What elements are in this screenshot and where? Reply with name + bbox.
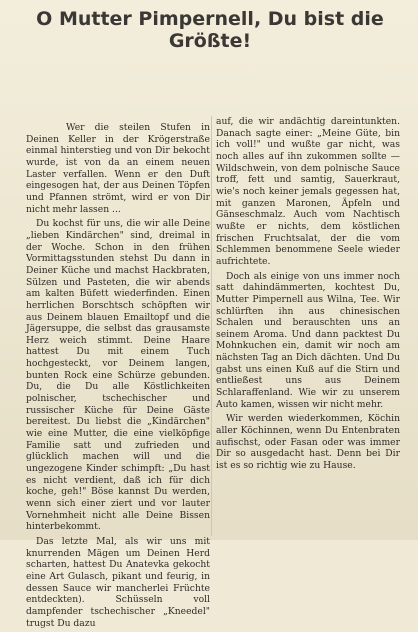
paragraph: auf, die wir andächtig dareintunkten. Danach sagte einer: „Meine Güte, bin ich voll!" und wußte gar nicht, was noch alles auf ihn zukommen sollte — Wildschwein, von dem polnische Sauce troff, fett und samtig, Sauerkraut, wie's noch keiner jemals gegessen hat, mit ganzen Maronen, Äpfeln und Gänseschmalz. Auch vom Nachtisch wußte er nichts, dem köstlichen frischen Fruchtsalat, der die vom Schlemmen benommene Seele wieder aufrichtete. — [216, 116, 400, 267]
paragraph: Du kochst für uns, die wir alle Deine „lieben Kindärchen" sind, dreimal in der Woche. Schon in den frühen Vormittagsstunden stehst Du dann in Deiner Küche und machst Hackbraten, Sülzen und Pasteten, die wir abends am kalten Büfett wiederfinden. Einen herrlichen Borschtsch schöpften wir aus Deinem blauen Emailtopf und die Jägersuppe, die selbst das grausamste Herz weich stimmt. Deine Haare hattest Du mit einem Tuch hochgesteckt, vor Deinem langen, bunten Rock eine Schürze gebunden. Du, die Du alle Köstlichkeiten polnischer, tschechischer und russischer Küche für Deine Gäste bereitest. Du liebst die „Kindärchen" wie eine Mutter, die eine vielköpfige Familie satt und zufrieden und glücklich machen will und die ungezogene Kinder schimpft: „Du hast es nicht verdient, daß ich für dich koche, geh!" Böse kannst Du werden, wenn sich einer ziert und vor lauter Vornehmheit nicht alle Deine Bissen hinterbekommt. — [26, 218, 210, 533]
paragraph: Wer die steilen Stufen in Deinen Keller in der Krögerstraße einmal hinterstieg und von Dir bekocht wurde, ist von da an einem neuen Laster verfallen. Wenn er den Duft eingesogen hat, der aus Deinen Töpfen und Pfannen strömt, wird er von Dir nicht mehr lassen ... — [26, 122, 210, 215]
paragraph: Wir werden wiederkommen, Köchin aller Köchinnen, wenn Du Entenbraten aufischst, oder Fasan oder was immer Dir so ausgedacht hast. Denn bei Dir ist es so richtig wie zu Hause. — [216, 413, 400, 472]
left-column — [26, 122, 210, 632]
paragraph: Das letzte Mal, als wir uns mit knurrenden Mägen um Deinen Herd scharten, hattest Du Anatevka gekocht eine Art Gulasch, pikant und feurig, in dessen Sauce wir mancherlei Früchte entdeckten). Schüsseln voll dampfender tschechischer „Kneedel" trugst Du dazu — [26, 535, 210, 629]
column-divider — [211, 116, 212, 536]
headline-line-2: Größte! — [168, 30, 252, 52]
headline — [20, 8, 400, 52]
paragraph: Doch als einige von uns immer noch satt dahindämmerten, kochtest Du, Mutter Pimpernell aus Wilna, Tee. Wir schlürften ihn aus chinesischen Schalen und berauschten uns an seinem Aroma. Und dann packtest Du Mohnkuchen ein, damit wir noch am nächsten Tag an Dich dächten. Und Du gabst uns einen Kuß auf die Stirn und entließest uns aus Deinem Schlaraffenland. Wie wir zu unserem Auto kamen, wissen wir nicht mehr. — [216, 270, 400, 410]
right-column — [216, 116, 400, 475]
headline-line-1: O Mutter Pimpernell, Du bist die — [36, 8, 384, 30]
